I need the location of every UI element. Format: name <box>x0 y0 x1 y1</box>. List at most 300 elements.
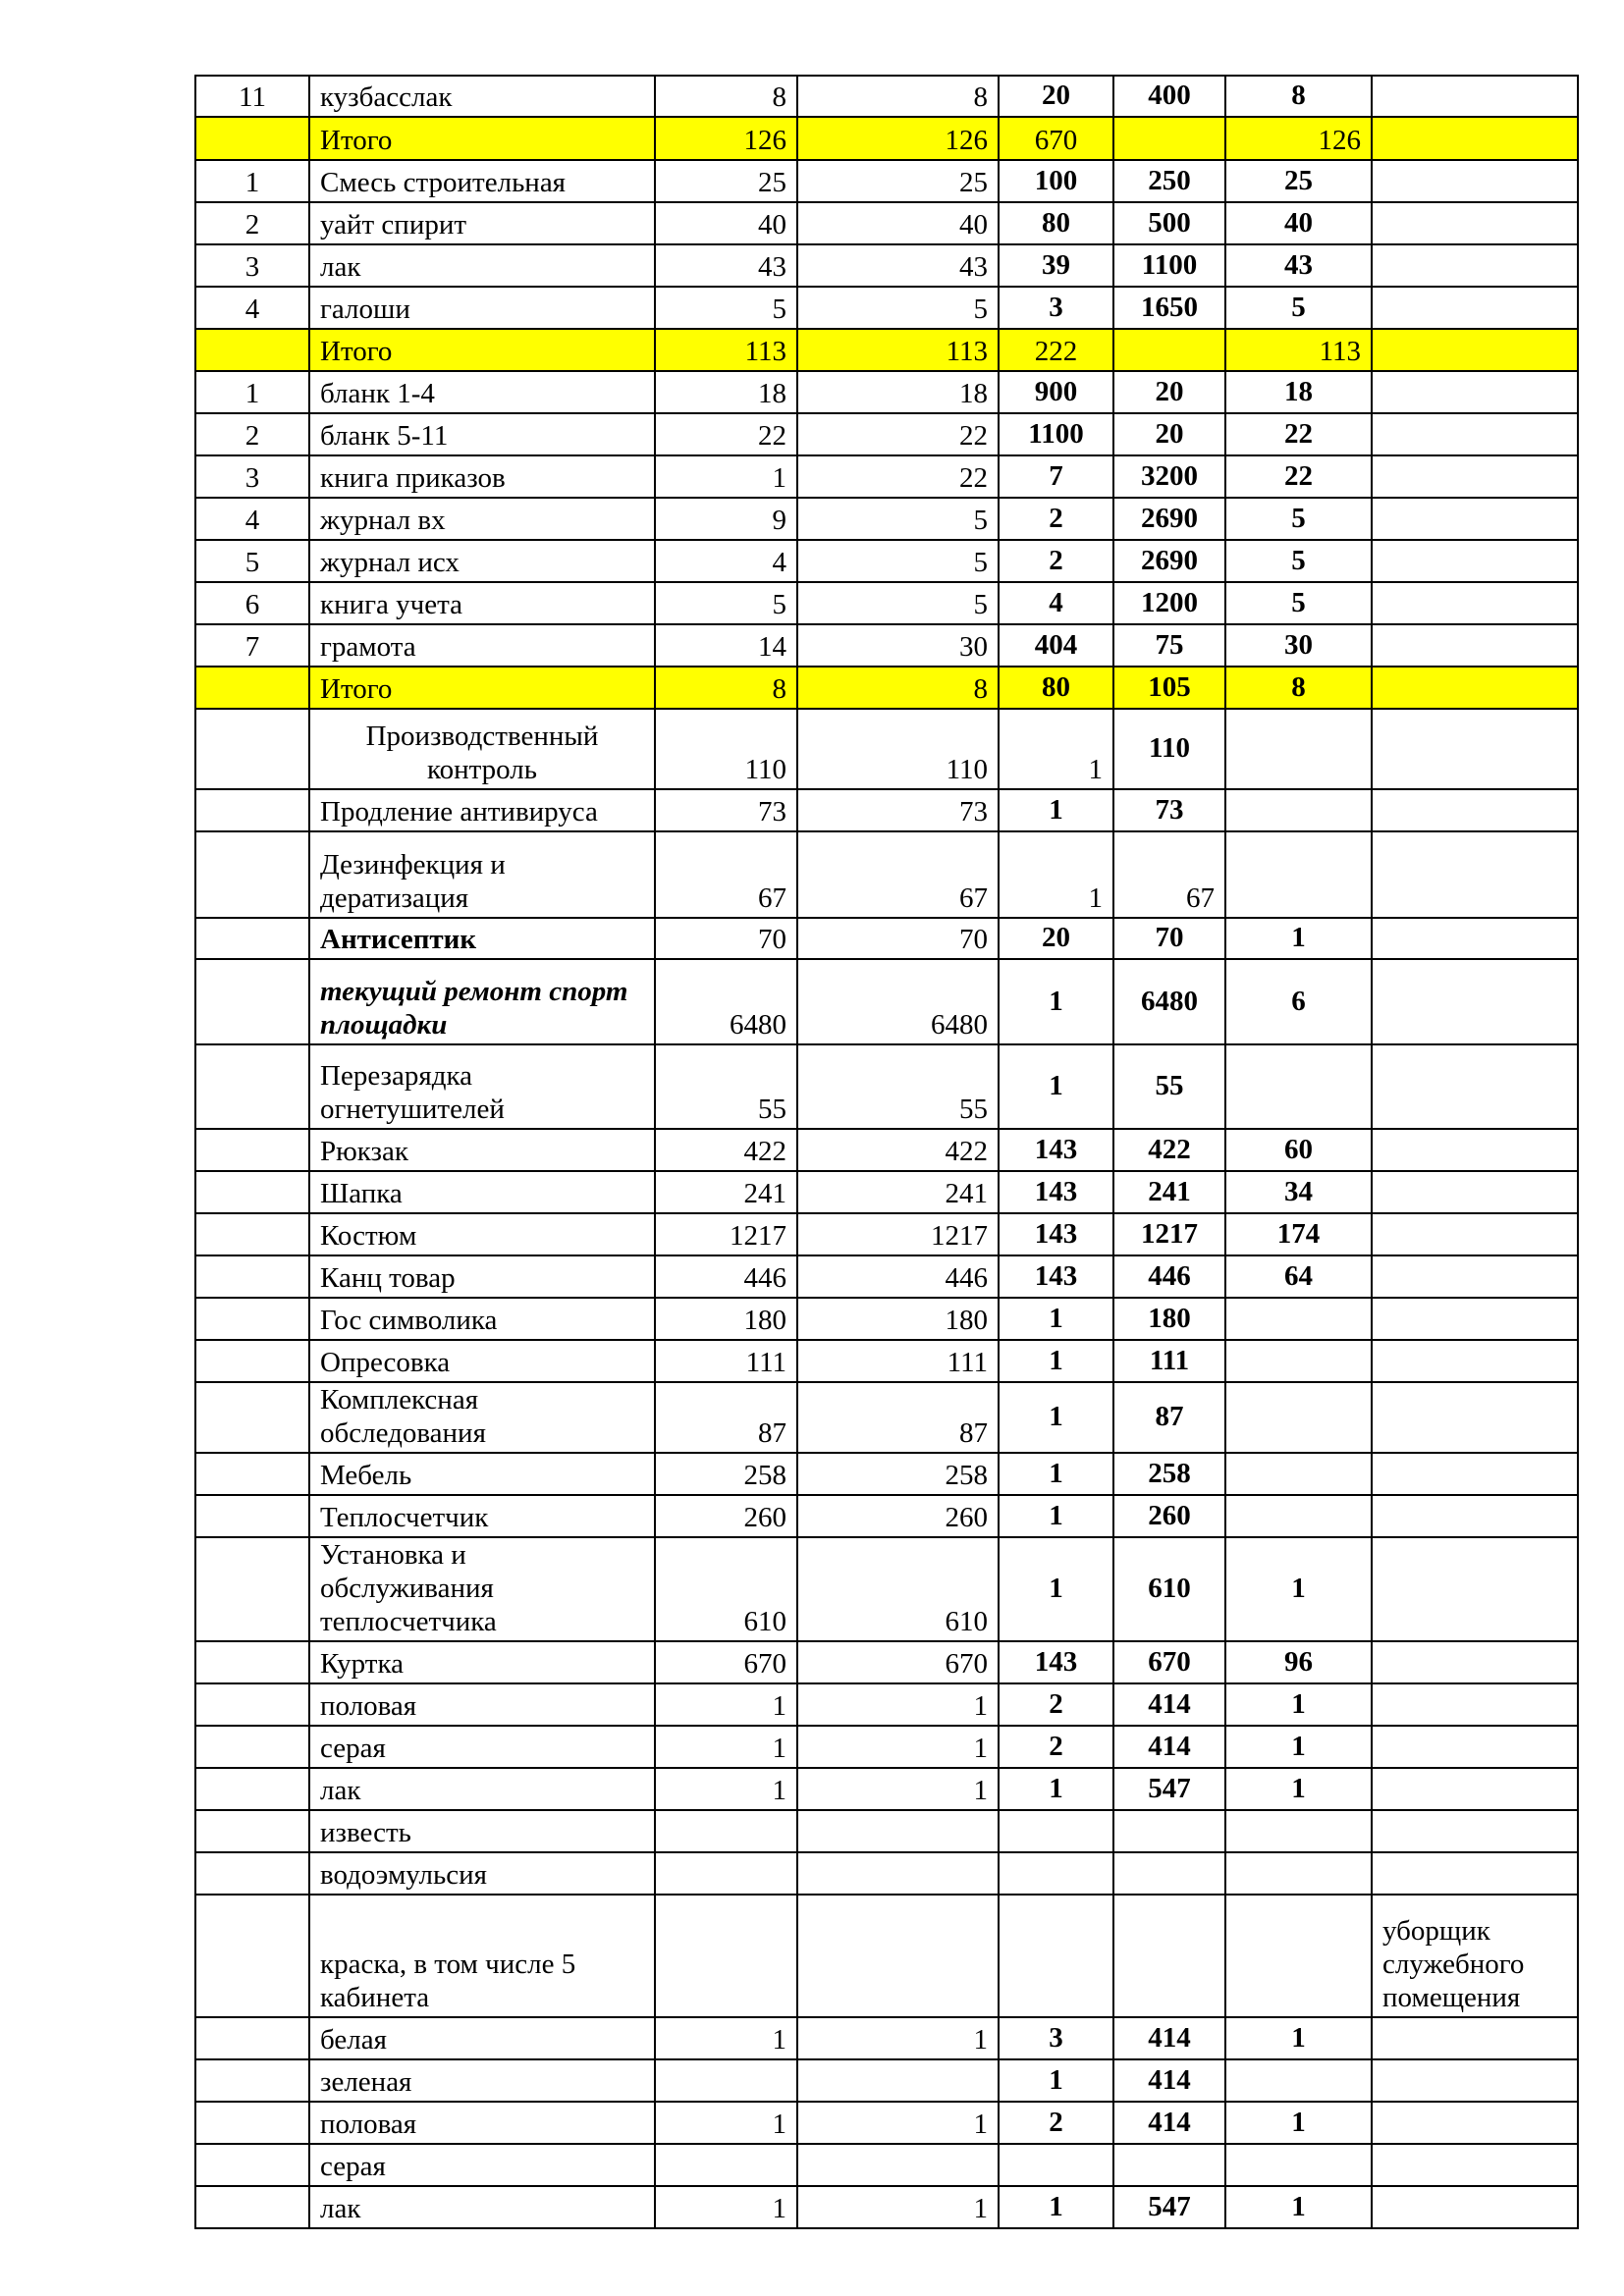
amount-cell: 5 <box>655 287 797 329</box>
qty-cell: 143 <box>999 1641 1113 1683</box>
amount2-cell: 22 <box>797 413 999 455</box>
price-cell: 87 <box>1113 1382 1225 1453</box>
amount-cell: 40 <box>655 202 797 244</box>
amount-cell: 126 <box>655 117 797 160</box>
qty-cell: 2 <box>999 540 1113 582</box>
amount2-cell: 180 <box>797 1298 999 1340</box>
item-name-cell: уайт спирит <box>309 202 655 244</box>
price-cell: 1100 <box>1113 244 1225 287</box>
table-row <box>195 1044 1578 1129</box>
count-cell: 5 <box>1225 287 1372 329</box>
qty-cell <box>999 1810 1113 1852</box>
amount2-cell: 446 <box>797 1255 999 1298</box>
note-cell <box>1372 1171 1578 1213</box>
row-number-cell <box>195 2186 309 2228</box>
price-cell: 422 <box>1113 1129 1225 1171</box>
item-name-cell: Рюкзак <box>309 1129 655 1171</box>
qty-cell <box>999 1895 1113 2017</box>
item-name-cell: Дезинфекция и дератизация <box>309 831 655 918</box>
count-cell <box>1225 709 1372 789</box>
amount-cell: 111 <box>655 1340 797 1382</box>
table-row <box>195 2186 1578 2228</box>
qty-cell: 39 <box>999 244 1113 287</box>
item-name-cell: Антисептик <box>309 918 655 959</box>
row-number-cell: 1 <box>195 160 309 202</box>
item-name-cell: Комплексная обследования <box>309 1382 655 1453</box>
amount-cell: 446 <box>655 1255 797 1298</box>
price-cell <box>1113 2144 1225 2186</box>
amount2-cell: 73 <box>797 789 999 831</box>
note-cell <box>1372 789 1578 831</box>
note-cell <box>1372 2059 1578 2102</box>
note-cell <box>1372 287 1578 329</box>
row-number-cell <box>195 918 309 959</box>
amount2-cell: 5 <box>797 498 999 540</box>
qty-cell: 1 <box>999 1768 1113 1810</box>
amount2-cell: 1 <box>797 1768 999 1810</box>
price-cell <box>1113 1810 1225 1852</box>
amount2-cell <box>797 1810 999 1852</box>
price-cell: 250 <box>1113 160 1225 202</box>
count-cell: 18 <box>1225 371 1372 413</box>
item-name-cell: половая <box>309 1683 655 1726</box>
row-number-cell <box>195 2059 309 2102</box>
note-cell <box>1372 1768 1578 1810</box>
amount-cell: 260 <box>655 1495 797 1537</box>
amount-cell: 8 <box>655 76 797 117</box>
table-row <box>195 1537 1578 1641</box>
row-number-cell <box>195 959 309 1044</box>
amount2-cell <box>797 1895 999 2017</box>
count-cell: 60 <box>1225 1129 1372 1171</box>
note-cell <box>1372 1255 1578 1298</box>
item-name-cell: кузбасслак <box>309 76 655 117</box>
row-number-cell: 6 <box>195 582 309 624</box>
qty-cell: 7 <box>999 455 1113 498</box>
table-row <box>195 202 1578 244</box>
qty-cell: 2 <box>999 498 1113 540</box>
note-cell <box>1372 918 1578 959</box>
row-number-cell: 5 <box>195 540 309 582</box>
price-cell: 6480 <box>1113 959 1225 1044</box>
table-row <box>195 831 1578 918</box>
amount-cell: 25 <box>655 160 797 202</box>
item-name-cell: журнал вх <box>309 498 655 540</box>
count-cell: 5 <box>1225 540 1372 582</box>
amount-cell: 1 <box>655 1683 797 1726</box>
price-cell: 75 <box>1113 624 1225 667</box>
note-cell <box>1372 329 1578 371</box>
amount2-cell: 18 <box>797 371 999 413</box>
total-row <box>195 117 1578 160</box>
qty-cell: 143 <box>999 1213 1113 1255</box>
table-row <box>195 624 1578 667</box>
qty-cell <box>999 1852 1113 1895</box>
table-row <box>195 1768 1578 1810</box>
price-cell: 2690 <box>1113 498 1225 540</box>
note-cell <box>1372 667 1578 709</box>
price-cell: 610 <box>1113 1537 1225 1641</box>
count-cell: 25 <box>1225 160 1372 202</box>
count-cell <box>1225 1895 1372 2017</box>
amount2-cell: 1 <box>797 2102 999 2144</box>
count-cell: 6 <box>1225 959 1372 1044</box>
document-table <box>194 75 1579 2229</box>
table-body <box>195 76 1578 2228</box>
amount2-cell: 5 <box>797 540 999 582</box>
row-number-cell: 3 <box>195 455 309 498</box>
count-cell <box>1225 2059 1372 2102</box>
row-number-cell <box>195 1171 309 1213</box>
row-number-cell <box>195 1768 309 1810</box>
amount-cell: 670 <box>655 1641 797 1683</box>
qty-cell: 1 <box>999 789 1113 831</box>
count-cell <box>1225 1382 1372 1453</box>
note-cell <box>1372 1044 1578 1129</box>
note-cell <box>1372 2017 1578 2059</box>
count-cell: 8 <box>1225 76 1372 117</box>
note-cell <box>1372 2144 1578 2186</box>
row-number-cell <box>195 1495 309 1537</box>
amount2-cell: 110 <box>797 709 999 789</box>
amount-cell: 67 <box>655 831 797 918</box>
note-cell <box>1372 2102 1578 2144</box>
row-number-cell <box>195 1683 309 1726</box>
count-cell: 96 <box>1225 1641 1372 1683</box>
amount-cell: 422 <box>655 1129 797 1171</box>
item-name-cell: лак <box>309 2186 655 2228</box>
note-cell <box>1372 624 1578 667</box>
price-cell: 110 <box>1113 709 1225 789</box>
amount-cell: 1 <box>655 1726 797 1768</box>
table-row <box>195 1683 1578 1726</box>
price-cell: 180 <box>1113 1298 1225 1340</box>
table-row <box>195 789 1578 831</box>
count-cell <box>1225 1495 1372 1537</box>
row-number-cell <box>195 1382 309 1453</box>
amount-cell: 1 <box>655 2102 797 2144</box>
amount-cell <box>655 1852 797 1895</box>
qty-cell: 1 <box>999 1382 1113 1453</box>
amount-cell: 55 <box>655 1044 797 1129</box>
note-cell <box>1372 413 1578 455</box>
price-cell: 414 <box>1113 2059 1225 2102</box>
count-cell: 174 <box>1225 1213 1372 1255</box>
table-row <box>195 1340 1578 1382</box>
note-cell <box>1372 1382 1578 1453</box>
count-cell <box>1225 1298 1372 1340</box>
item-name-cell: серая <box>309 1726 655 1768</box>
item-name-cell: Производственный контроль <box>309 709 655 789</box>
amount-cell: 9 <box>655 498 797 540</box>
row-number-cell <box>195 789 309 831</box>
price-cell: 446 <box>1113 1255 1225 1298</box>
price-cell <box>1113 1895 1225 2017</box>
note-cell <box>1372 1495 1578 1537</box>
count-cell <box>1225 1810 1372 1852</box>
row-number-cell <box>195 117 309 160</box>
count-cell <box>1225 1340 1372 1382</box>
table-row <box>195 2017 1578 2059</box>
note-cell <box>1372 1683 1578 1726</box>
item-name-cell: Опресовка <box>309 1340 655 1382</box>
note-cell <box>1372 498 1578 540</box>
row-number-cell: 11 <box>195 76 309 117</box>
row-number-cell <box>195 1129 309 1171</box>
price-cell: 1650 <box>1113 287 1225 329</box>
item-name-cell: бланк 5-11 <box>309 413 655 455</box>
amount-cell: 110 <box>655 709 797 789</box>
amount2-cell: 55 <box>797 1044 999 1129</box>
count-cell: 1 <box>1225 2102 1372 2144</box>
price-cell <box>1113 1852 1225 1895</box>
note-cell <box>1372 1726 1578 1768</box>
qty-cell: 100 <box>999 160 1113 202</box>
row-number-cell <box>195 1044 309 1129</box>
amount2-cell: 258 <box>797 1453 999 1495</box>
price-cell: 670 <box>1113 1641 1225 1683</box>
note-cell <box>1372 582 1578 624</box>
qty-cell: 1 <box>999 1340 1113 1382</box>
amount-cell: 4 <box>655 540 797 582</box>
qty-cell: 20 <box>999 76 1113 117</box>
qty-cell: 1 <box>999 1453 1113 1495</box>
qty-cell: 80 <box>999 202 1113 244</box>
table-row <box>195 540 1578 582</box>
item-name-cell: бланк 1-4 <box>309 371 655 413</box>
note-cell: уборщик служебного помещения <box>1372 1895 1578 2017</box>
amount-cell: 1 <box>655 2017 797 2059</box>
amount2-cell: 40 <box>797 202 999 244</box>
amount-cell: 1 <box>655 455 797 498</box>
price-cell: 414 <box>1113 2017 1225 2059</box>
table-row <box>195 2102 1578 2144</box>
count-cell: 43 <box>1225 244 1372 287</box>
count-cell <box>1225 1852 1372 1895</box>
amount-cell: 70 <box>655 918 797 959</box>
qty-cell: 143 <box>999 1171 1113 1213</box>
row-number-cell <box>195 2102 309 2144</box>
note-cell <box>1372 959 1578 1044</box>
amount-cell: 43 <box>655 244 797 287</box>
amount-cell <box>655 2059 797 2102</box>
count-cell: 5 <box>1225 498 1372 540</box>
price-cell: 1217 <box>1113 1213 1225 1255</box>
qty-cell <box>999 2144 1113 2186</box>
count-cell: 1 <box>1225 2017 1372 2059</box>
item-name-cell: водоэмульсия <box>309 1852 655 1895</box>
row-number-cell <box>195 1895 309 2017</box>
item-name-cell: Итого <box>309 117 655 160</box>
count-cell <box>1225 831 1372 918</box>
total-row <box>195 667 1578 709</box>
amount-cell: 8 <box>655 667 797 709</box>
note-cell <box>1372 160 1578 202</box>
item-name-cell: Костюм <box>309 1213 655 1255</box>
amount-cell: 1 <box>655 1768 797 1810</box>
qty-cell: 670 <box>999 117 1113 160</box>
count-cell: 1 <box>1225 1726 1372 1768</box>
price-cell: 70 <box>1113 918 1225 959</box>
amount2-cell: 30 <box>797 624 999 667</box>
note-cell <box>1372 244 1578 287</box>
table-row <box>195 498 1578 540</box>
item-name-cell: Итого <box>309 329 655 371</box>
count-cell: 22 <box>1225 413 1372 455</box>
amount-cell: 5 <box>655 582 797 624</box>
qty-cell: 1 <box>999 1537 1113 1641</box>
price-cell: 67 <box>1113 831 1225 918</box>
item-name-cell: Установка и обслуживания теплосчетчика <box>309 1537 655 1641</box>
amount2-cell: 610 <box>797 1537 999 1641</box>
item-name-cell: Шапка <box>309 1171 655 1213</box>
table-row <box>195 1495 1578 1537</box>
qty-cell: 2 <box>999 1683 1113 1726</box>
row-number-cell <box>195 831 309 918</box>
amount2-cell: 1217 <box>797 1213 999 1255</box>
amount-cell: 241 <box>655 1171 797 1213</box>
item-name-cell: журнал исх <box>309 540 655 582</box>
item-name-cell: Теплосчетчик <box>309 1495 655 1537</box>
table-row <box>195 1453 1578 1495</box>
count-cell: 1 <box>1225 1683 1372 1726</box>
qty-cell: 2 <box>999 2102 1113 2144</box>
qty-cell: 1 <box>999 2059 1113 2102</box>
note-cell <box>1372 1641 1578 1683</box>
count-cell: 126 <box>1225 117 1372 160</box>
qty-cell: 143 <box>999 1129 1113 1171</box>
amount2-cell: 113 <box>797 329 999 371</box>
amount2-cell: 670 <box>797 1641 999 1683</box>
item-name-cell: галоши <box>309 287 655 329</box>
note-cell <box>1372 1453 1578 1495</box>
price-cell: 414 <box>1113 2102 1225 2144</box>
row-number-cell <box>195 1810 309 1852</box>
qty-cell: 80 <box>999 667 1113 709</box>
item-name-cell: Перезарядка огнетушителей <box>309 1044 655 1129</box>
price-cell: 73 <box>1113 789 1225 831</box>
price-cell: 111 <box>1113 1340 1225 1382</box>
item-name-cell: лак <box>309 244 655 287</box>
item-name-cell: серая <box>309 2144 655 2186</box>
count-cell: 113 <box>1225 329 1372 371</box>
table-row <box>195 1171 1578 1213</box>
amount2-cell: 241 <box>797 1171 999 1213</box>
note-cell <box>1372 1810 1578 1852</box>
qty-cell: 222 <box>999 329 1113 371</box>
row-number-cell <box>195 1537 309 1641</box>
item-name-cell: половая <box>309 2102 655 2144</box>
count-cell <box>1225 1044 1372 1129</box>
row-number-cell <box>195 329 309 371</box>
amount-cell: 1 <box>655 2186 797 2228</box>
item-name-cell: лак <box>309 1768 655 1810</box>
row-number-cell <box>195 1453 309 1495</box>
amount2-cell: 22 <box>797 455 999 498</box>
note-cell <box>1372 1298 1578 1340</box>
item-name-cell: Продление антивируса <box>309 789 655 831</box>
price-cell: 20 <box>1113 371 1225 413</box>
note-cell <box>1372 1537 1578 1641</box>
table-row <box>195 1852 1578 1895</box>
row-number-cell: 7 <box>195 624 309 667</box>
row-number-cell <box>195 1641 309 1683</box>
amount2-cell: 422 <box>797 1129 999 1171</box>
qty-cell: 1 <box>999 2186 1113 2228</box>
item-name-cell: Смесь строительная <box>309 160 655 202</box>
price-cell: 1200 <box>1113 582 1225 624</box>
amount-cell: 14 <box>655 624 797 667</box>
table-row <box>195 1641 1578 1683</box>
amount2-cell: 1 <box>797 1683 999 1726</box>
price-cell: 55 <box>1113 1044 1225 1129</box>
qty-cell: 4 <box>999 582 1113 624</box>
price-cell: 260 <box>1113 1495 1225 1537</box>
row-number-cell: 4 <box>195 498 309 540</box>
note-cell <box>1372 371 1578 413</box>
amount2-cell: 1 <box>797 2017 999 2059</box>
item-name-cell: Гос символика <box>309 1298 655 1340</box>
amount-cell <box>655 1895 797 2017</box>
table-row <box>195 2144 1578 2186</box>
amount-cell: 22 <box>655 413 797 455</box>
row-number-cell <box>195 1340 309 1382</box>
note-cell <box>1372 1340 1578 1382</box>
row-number-cell <box>195 1255 309 1298</box>
amount2-cell: 6480 <box>797 959 999 1044</box>
qty-cell: 2 <box>999 1726 1113 1768</box>
amount2-cell <box>797 1852 999 1895</box>
table-row <box>195 1129 1578 1171</box>
qty-cell: 1 <box>999 1495 1113 1537</box>
qty-cell: 1 <box>999 1044 1113 1129</box>
count-cell <box>1225 2144 1372 2186</box>
table-row <box>195 455 1578 498</box>
row-number-cell <box>195 709 309 789</box>
item-name-cell: Куртка <box>309 1641 655 1683</box>
price-cell: 241 <box>1113 1171 1225 1213</box>
note-cell <box>1372 540 1578 582</box>
row-number-cell <box>195 667 309 709</box>
qty-cell: 1 <box>999 831 1113 918</box>
note-cell <box>1372 76 1578 117</box>
amount-cell: 113 <box>655 329 797 371</box>
count-cell: 22 <box>1225 455 1372 498</box>
amount2-cell: 43 <box>797 244 999 287</box>
amount-cell: 18 <box>655 371 797 413</box>
table-row <box>195 2059 1578 2102</box>
price-cell: 20 <box>1113 413 1225 455</box>
price-cell: 500 <box>1113 202 1225 244</box>
note-cell <box>1372 1129 1578 1171</box>
note-cell <box>1372 709 1578 789</box>
qty-cell: 1 <box>999 1298 1113 1340</box>
count-cell: 30 <box>1225 624 1372 667</box>
amount2-cell <box>797 2059 999 2102</box>
table-row <box>195 160 1578 202</box>
amount2-cell: 8 <box>797 76 999 117</box>
table-row <box>195 1382 1578 1453</box>
table-row <box>195 959 1578 1044</box>
price-cell: 2690 <box>1113 540 1225 582</box>
item-name-cell: Мебель <box>309 1453 655 1495</box>
row-number-cell <box>195 1298 309 1340</box>
count-cell: 8 <box>1225 667 1372 709</box>
table-row <box>195 1298 1578 1340</box>
note-cell <box>1372 2186 1578 2228</box>
amount-cell: 73 <box>655 789 797 831</box>
count-cell: 64 <box>1225 1255 1372 1298</box>
